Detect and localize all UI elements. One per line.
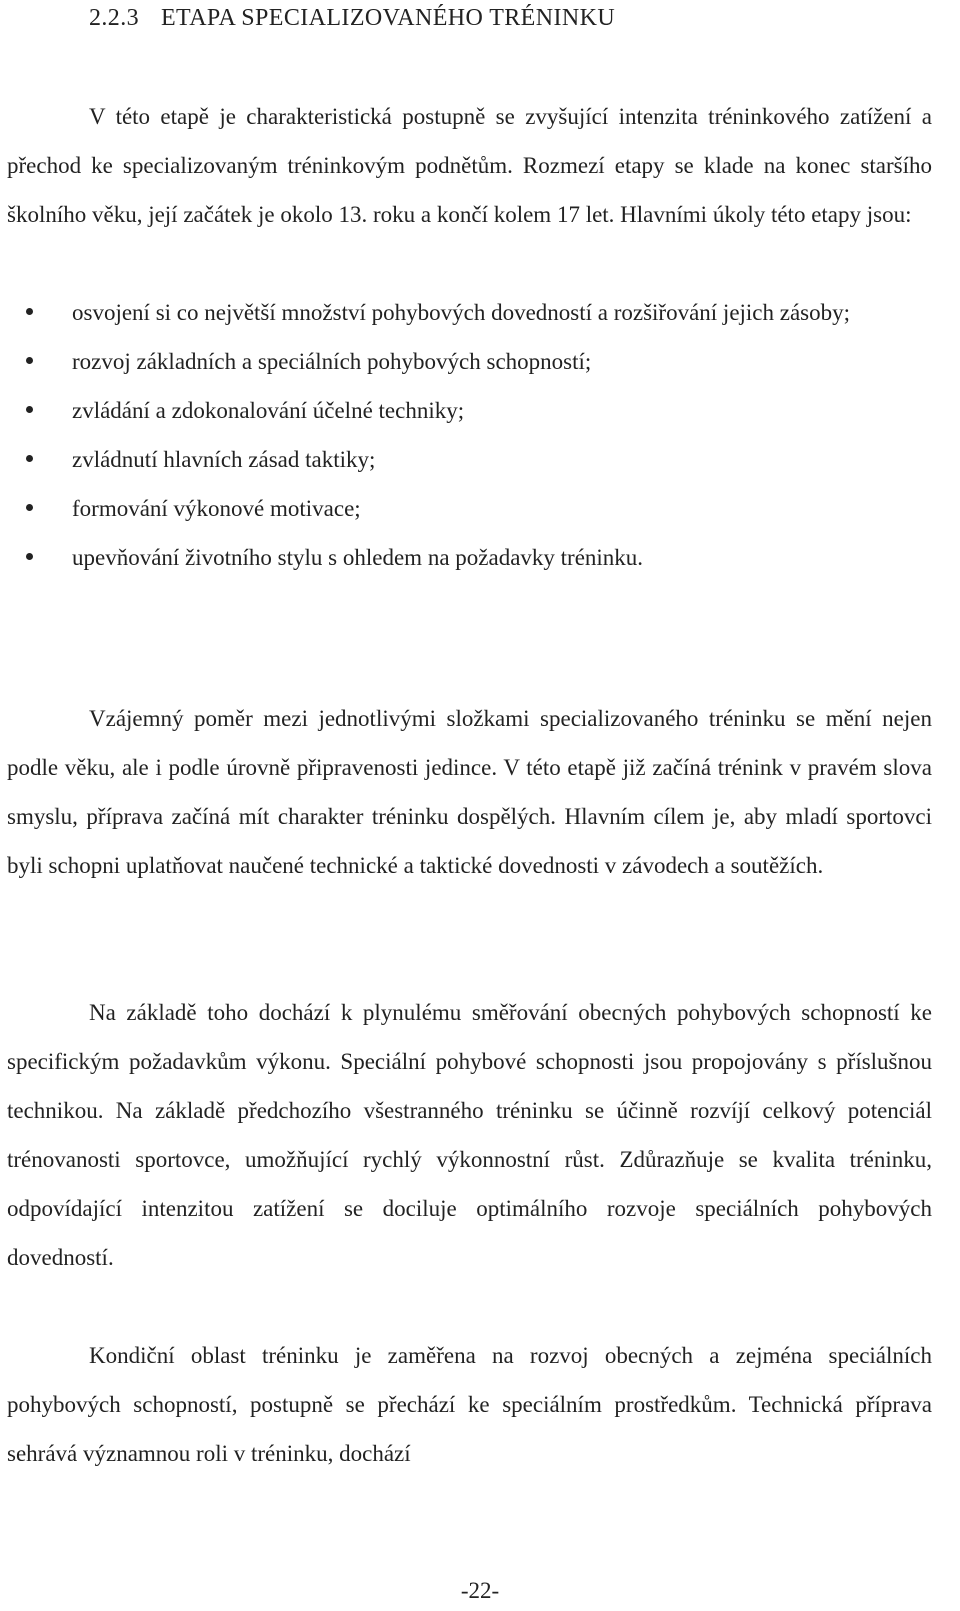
bullet-icon	[26, 357, 33, 364]
bullet-icon	[26, 308, 33, 315]
list-item	[0, 337, 940, 386]
section-heading	[89, 2, 615, 34]
page-number: -22-	[460, 1578, 500, 1603]
section-number: 2.2.3	[89, 5, 139, 31]
bullet-icon	[26, 455, 33, 462]
list-item	[0, 484, 940, 533]
paragraph-intro: V této etapě je charakteristická postupně se zvyšující intenzita tréninkového zatížení a přechod ke specializovaným tréninkovým podnětům. Rozmezí etapy se klade na konec staršího školního věku, její začátek je okolo 13. roku a končí kolem 17 let. Hlavními úkoly této etapy jsou:	[7, 104, 932, 227]
list-item-text: rozvoj základních a speciálních pohybových schopností;	[72, 349, 592, 374]
list-item	[0, 533, 940, 582]
bullet-icon	[26, 553, 33, 560]
paragraph-conditioning: Kondiční oblast tréninku je zaměřena na rozvoj obecných a zejména speciálních pohybových schopností, postupně se přechází ke speciálním prostředkům. Technická příprava sehrává významnou roli v tréninku, dochází	[7, 1343, 932, 1466]
list-item-text: zvládnutí hlavních zásad taktiky;	[72, 447, 376, 472]
list-item	[0, 288, 940, 337]
list-item-text: zvládání a zdokonalování účelné techniky;	[72, 398, 465, 423]
list-item-text: osvojení si co největší množství pohybových dovedností a rozšiřování jejich zásoby;	[72, 300, 851, 325]
bullet-icon	[26, 504, 33, 511]
bullet-icon	[26, 406, 33, 413]
paragraph-direction: Na základě toho dochází k plynulému směřování obecných pohybových schopností ke specifickým požadavkům výkonu. Speciální pohybové schopnosti jsou propojovány s příslušnou technikou. Na základě předchozího všestranného tréninku se účinně rozvíjí celkový potenciál trénovanosti sportovce, umožňující rychlý výkonnostní růst. Zdůrazňuje se kvalita tréninku, odpovídající intenzitou zatížení se dociluje optimálního rozvoje speciálních pohybových dovedností.	[7, 1000, 932, 1270]
list-item-text: formování výkonové motivace;	[72, 496, 361, 521]
list-item	[0, 435, 940, 484]
paragraph-ratio: Vzájemný poměr mezi jednotlivými složkami specializovaného tréninku se mění nejen podle věku, ale i podle úrovně připravenosti jedince. V této etapě již začíná trénink v pravém slova smyslu, příprava začíná mít charakter tréninku dospělých. Hlavním cílem je, aby mladí sportovci byli schopni uplatňovat naučené technické a taktické dovednosti v závodech a soutěžích.	[7, 706, 932, 878]
list-item	[0, 386, 940, 435]
list-item-text: upevňování životního stylu s ohledem na požadavky tréninku.	[72, 545, 644, 570]
task-list	[0, 288, 940, 582]
section-title: ETAPA SPECIALIZOVANÉHO TRÉNINKU	[161, 5, 616, 31]
